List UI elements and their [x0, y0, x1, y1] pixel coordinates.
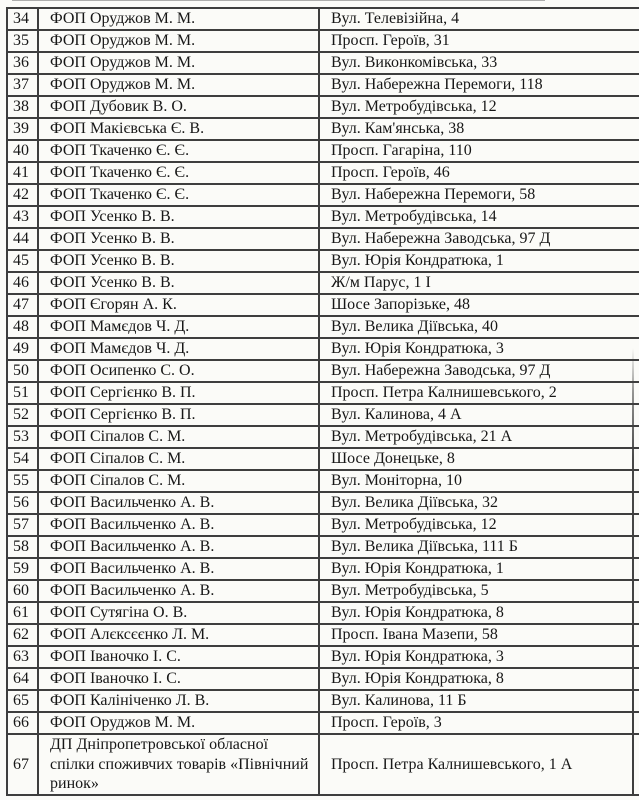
table-row — [7, 712, 639, 734]
table-row — [7, 734, 639, 795]
row-number: 67 — [7, 734, 38, 795]
row-number: 39 — [7, 118, 38, 140]
entity-address: Шосе Запорізьке, 48 — [319, 294, 639, 316]
entity-name: ФОП Васильченко А. В. — [38, 492, 319, 514]
entity-name: ФОП Васильченко А. В. — [38, 558, 319, 580]
row-number: 64 — [7, 668, 38, 690]
table-row — [7, 514, 639, 536]
entity-address: Вул. Метробудівська, 5 — [319, 580, 639, 602]
table-row — [7, 448, 639, 470]
row-number: 38 — [7, 96, 38, 118]
entity-name: ФОП Осипенко С. О. — [38, 360, 319, 382]
entity-address: Вул. Юрія Кондратюка, 1 — [319, 558, 639, 580]
entity-address: Просп. Героїв, 3 — [319, 712, 639, 734]
entity-name: ФОП Мамєдов Ч. Д. — [38, 316, 319, 338]
entity-address: Вул. Велика Діївська, 111 Б — [319, 536, 639, 558]
table-row — [7, 338, 639, 360]
row-number: 55 — [7, 470, 38, 492]
entity-address: Вул. Виконкомівська, 33 — [319, 52, 639, 74]
table-row — [7, 646, 639, 668]
row-number: 35 — [7, 30, 38, 52]
table-row — [7, 184, 639, 206]
entity-name: ФОП Оруджов М. М. — [38, 712, 319, 734]
entity-name: ФОП Усенко В. В. — [38, 272, 319, 294]
entity-name: ФОП Сергієнко В. П. — [38, 382, 319, 404]
address-table-body — [7, 8, 639, 795]
entity-address: Шосе Донецьке, 8 — [319, 448, 639, 470]
vendor-address-table — [6, 7, 639, 796]
row-number: 52 — [7, 404, 38, 426]
cut-off-row-line — [12, 0, 545, 1]
entity-name: ФОП Васильченко А. В. — [38, 536, 319, 558]
entity-name: ФОП Сіпалов С. М. — [38, 470, 319, 492]
entity-name: ФОП Усенко В. В. — [38, 250, 319, 272]
entity-address: Вул. Юрія Кондратюка, 3 — [319, 646, 639, 668]
row-number: 50 — [7, 360, 38, 382]
table-row — [7, 228, 639, 250]
entity-name: ФОП Калініченко Л. В. — [38, 690, 319, 712]
entity-address: Вул. Набережна Перемоги, 118 — [319, 74, 639, 96]
entity-name: ФОП Ткаченко Є. Є. — [38, 184, 319, 206]
row-number: 61 — [7, 602, 38, 624]
table-row — [7, 404, 639, 426]
row-number: 47 — [7, 294, 38, 316]
entity-name: ФОП Васильченко А. В. — [38, 580, 319, 602]
row-number: 60 — [7, 580, 38, 602]
table-row — [7, 382, 639, 404]
entity-address: Вул. Калинова, 4 А — [319, 404, 639, 426]
entity-name: ФОП Усенко В. В. — [38, 228, 319, 250]
table-row — [7, 624, 639, 646]
entity-name: ДП Дніпропетровської обласної спілки споживчих товарів «Північний ринок» — [38, 734, 319, 795]
table-row — [7, 690, 639, 712]
table-row — [7, 74, 639, 96]
row-number: 48 — [7, 316, 38, 338]
table-row — [7, 52, 639, 74]
table-row — [7, 206, 639, 228]
table-row — [7, 30, 639, 52]
row-number: 54 — [7, 448, 38, 470]
table-row — [7, 580, 639, 602]
entity-name: ФОП Оруджов М. М. — [38, 52, 319, 74]
entity-address: Вул. Кам'янська, 38 — [319, 118, 639, 140]
entity-name: ФОП Васильченко А. В. — [38, 514, 319, 536]
entity-name: ФОП Оруджов М. М. — [38, 8, 319, 30]
entity-address: Вул. Метробудівська, 12 — [319, 514, 639, 536]
entity-address: Вул. Метробудівська, 21 А — [319, 426, 639, 448]
entity-address: Вул. Моніторна, 10 — [319, 470, 639, 492]
row-number: 59 — [7, 558, 38, 580]
entity-name: ФОП Оруджов М. М. — [38, 74, 319, 96]
row-number: 44 — [7, 228, 38, 250]
entity-address: Просп. Героїв, 31 — [319, 30, 639, 52]
table-row — [7, 316, 639, 338]
table-row — [7, 470, 639, 492]
row-number: 51 — [7, 382, 38, 404]
row-number: 62 — [7, 624, 38, 646]
table-row — [7, 360, 639, 382]
entity-name: ФОП Сергієнко В. П. — [38, 404, 319, 426]
entity-address: Просп. Петра Калнишевського, 2 — [319, 382, 639, 404]
entity-address: Просп. Івана Мазепи, 58 — [319, 624, 639, 646]
table-row — [7, 272, 639, 294]
entity-name: ФОП Іваночко І. С. — [38, 646, 319, 668]
entity-address: Просп. Гагаріна, 110 — [319, 140, 639, 162]
table-row — [7, 492, 639, 514]
entity-name: ФОП Дубовик В. О. — [38, 96, 319, 118]
entity-address: Вул. Калинова, 11 Б — [319, 690, 639, 712]
table-row — [7, 558, 639, 580]
table-row — [7, 294, 639, 316]
table-row — [7, 96, 639, 118]
entity-name: ФОП Ткаченко Є. Є. — [38, 140, 319, 162]
row-number: 53 — [7, 426, 38, 448]
table-row — [7, 668, 639, 690]
table-row — [7, 536, 639, 558]
table-row — [7, 250, 639, 272]
row-number: 34 — [7, 8, 38, 30]
row-number: 36 — [7, 52, 38, 74]
entity-address: Вул. Юрія Кондратюка, 8 — [319, 602, 639, 624]
table-row — [7, 140, 639, 162]
table-row — [7, 8, 639, 30]
entity-name: ФОП Макієвська Є. В. — [38, 118, 319, 140]
entity-address: Вул. Набережна Заводська, 97 Д — [319, 360, 639, 382]
entity-name: ФОП Ткаченко Є. Є. — [38, 162, 319, 184]
entity-address: Вул. Юрія Кондратюка, 1 — [319, 250, 639, 272]
row-number: 66 — [7, 712, 38, 734]
entity-address: Ж/м Парус, 1 І — [319, 272, 639, 294]
entity-address: Вул. Метробудівська, 12 — [319, 96, 639, 118]
entity-address: Вул. Метробудівська, 14 — [319, 206, 639, 228]
entity-name: ФОП Іваночко І. С. — [38, 668, 319, 690]
table-row — [7, 426, 639, 448]
table-row — [7, 602, 639, 624]
row-number: 43 — [7, 206, 38, 228]
row-number: 56 — [7, 492, 38, 514]
entity-address: Вул. Набережна Перемоги, 58 — [319, 184, 639, 206]
entity-address: Вул. Велика Діївська, 32 — [319, 492, 639, 514]
table-row — [7, 118, 639, 140]
entity-address: Просп. Петра Калнишевського, 1 А — [319, 734, 639, 795]
entity-name: ФОП Сутягіна О. В. — [38, 602, 319, 624]
table-right-border — [632, 348, 634, 795]
entity-address: Вул. Набережна Заводська, 97 Д — [319, 228, 639, 250]
table-row — [7, 162, 639, 184]
entity-address: Вул. Телевізійна, 4 — [319, 8, 639, 30]
entity-name: ФОП Єгорян А. К. — [38, 294, 319, 316]
entity-name: ФОП Сіпалов С. М. — [38, 426, 319, 448]
entity-name: ФОП Мамєдов Ч. Д. — [38, 338, 319, 360]
row-number: 49 — [7, 338, 38, 360]
entity-address: Вул. Юрія Кондратюка, 8 — [319, 668, 639, 690]
row-number: 37 — [7, 74, 38, 96]
entity-address: Просп. Героїв, 46 — [319, 162, 639, 184]
row-number: 58 — [7, 536, 38, 558]
entity-name: ФОП Алєксєєнко Л. М. — [38, 624, 319, 646]
entity-address: Вул. Велика Діївська, 40 — [319, 316, 639, 338]
row-number: 63 — [7, 646, 38, 668]
row-number: 57 — [7, 514, 38, 536]
row-number: 42 — [7, 184, 38, 206]
row-number: 65 — [7, 690, 38, 712]
row-number: 40 — [7, 140, 38, 162]
row-number: 41 — [7, 162, 38, 184]
row-number: 45 — [7, 250, 38, 272]
row-number: 46 — [7, 272, 38, 294]
entity-name: ФОП Усенко В. В. — [38, 206, 319, 228]
entity-name: ФОП Оруджов М. М. — [38, 30, 319, 52]
entity-name: ФОП Сіпалов С. М. — [38, 448, 319, 470]
entity-address: Вул. Юрія Кондратюка, 3 — [319, 338, 639, 360]
